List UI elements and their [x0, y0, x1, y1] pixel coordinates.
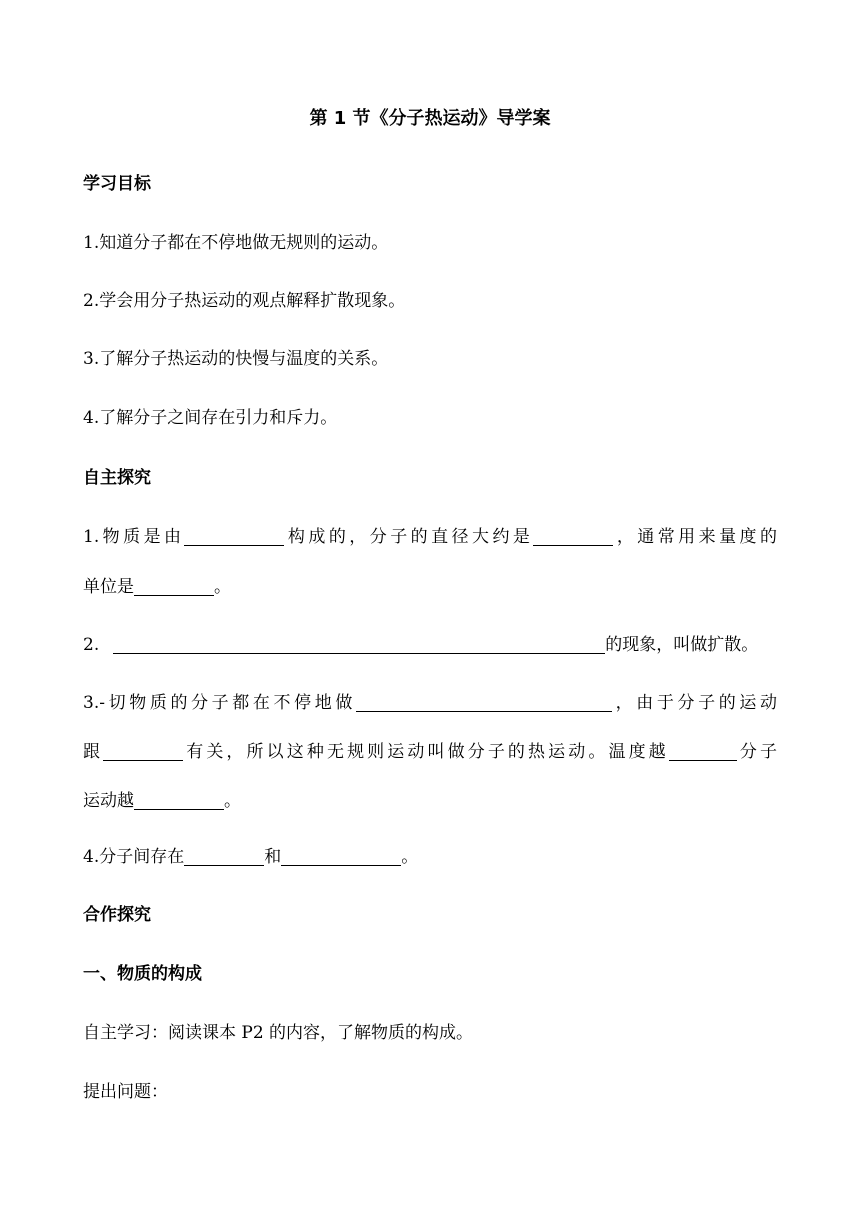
q1-text: 。	[214, 577, 231, 597]
q4-text: 和	[264, 847, 282, 867]
fill-blank[interactable]	[103, 740, 183, 761]
subsection-heading: 一、物质的构成	[83, 964, 202, 984]
question-1-line-2	[83, 572, 231, 597]
q4-text: 4.分子间存在	[83, 847, 185, 867]
q1-text: 构成的，分子的直径大约是	[284, 527, 534, 547]
question-1-line-1	[83, 522, 777, 547]
self-study-text: 自主学习：阅读课本 P2 的内容，了解物质的构成。	[83, 1023, 474, 1043]
fill-blank[interactable]	[533, 525, 613, 546]
q1-text: ，通常用来量度的	[613, 527, 777, 547]
goal-item: 2.学会用分子热运动的观点解释扩散现象。	[83, 291, 406, 311]
q1-text: 单位是	[83, 577, 134, 597]
fill-blank[interactable]	[669, 740, 737, 761]
question-2	[83, 630, 758, 655]
goal-item: 1.知道分子都在不停地做无规则的运动。	[83, 233, 389, 253]
fill-blank[interactable]	[356, 691, 612, 712]
question-3-line-1	[83, 688, 777, 713]
page-title: 第 1 节《分子热运动》导学案	[309, 108, 551, 129]
goal-item: 4.了解分子之间存在引力和斥力。	[83, 408, 338, 428]
fill-blank[interactable]	[184, 525, 284, 546]
q3-text: 跟	[83, 742, 104, 762]
fill-blank[interactable]	[134, 789, 224, 810]
q3-text: 有关，所以这种无规则运动叫做分子的热运动。温度越	[183, 742, 669, 762]
question-4	[83, 842, 418, 867]
goal-item: 3.了解分子热运动的快慢与温度的关系。	[83, 349, 389, 369]
fill-blank[interactable]	[281, 845, 401, 866]
question-3-line-2	[83, 737, 777, 762]
question-3-line-3	[83, 786, 241, 811]
q3-text: ，由于分子的运动	[612, 693, 777, 713]
q1-text: 1.物质是由	[83, 527, 185, 547]
section-heading-self-explore: 自主探究	[83, 468, 151, 488]
q3-text: 分子	[736, 742, 778, 762]
section-heading-coop-explore: 合作探究	[83, 905, 151, 925]
section-heading-goals: 学习目标	[83, 174, 151, 194]
q4-text: 。	[401, 847, 419, 867]
fill-blank[interactable]	[184, 845, 264, 866]
fill-blank[interactable]	[134, 575, 214, 596]
q2-text: 2.	[83, 635, 100, 655]
ask-question-label: 提出问题：	[83, 1082, 168, 1102]
q3-text: 。	[224, 791, 241, 811]
q2-text: 的现象，叫做扩散。	[605, 635, 759, 655]
q3-text: 运动越	[83, 791, 134, 811]
q3-text: 3.-切物质的分子都在不停地做	[83, 693, 357, 713]
fill-blank[interactable]	[113, 633, 605, 654]
